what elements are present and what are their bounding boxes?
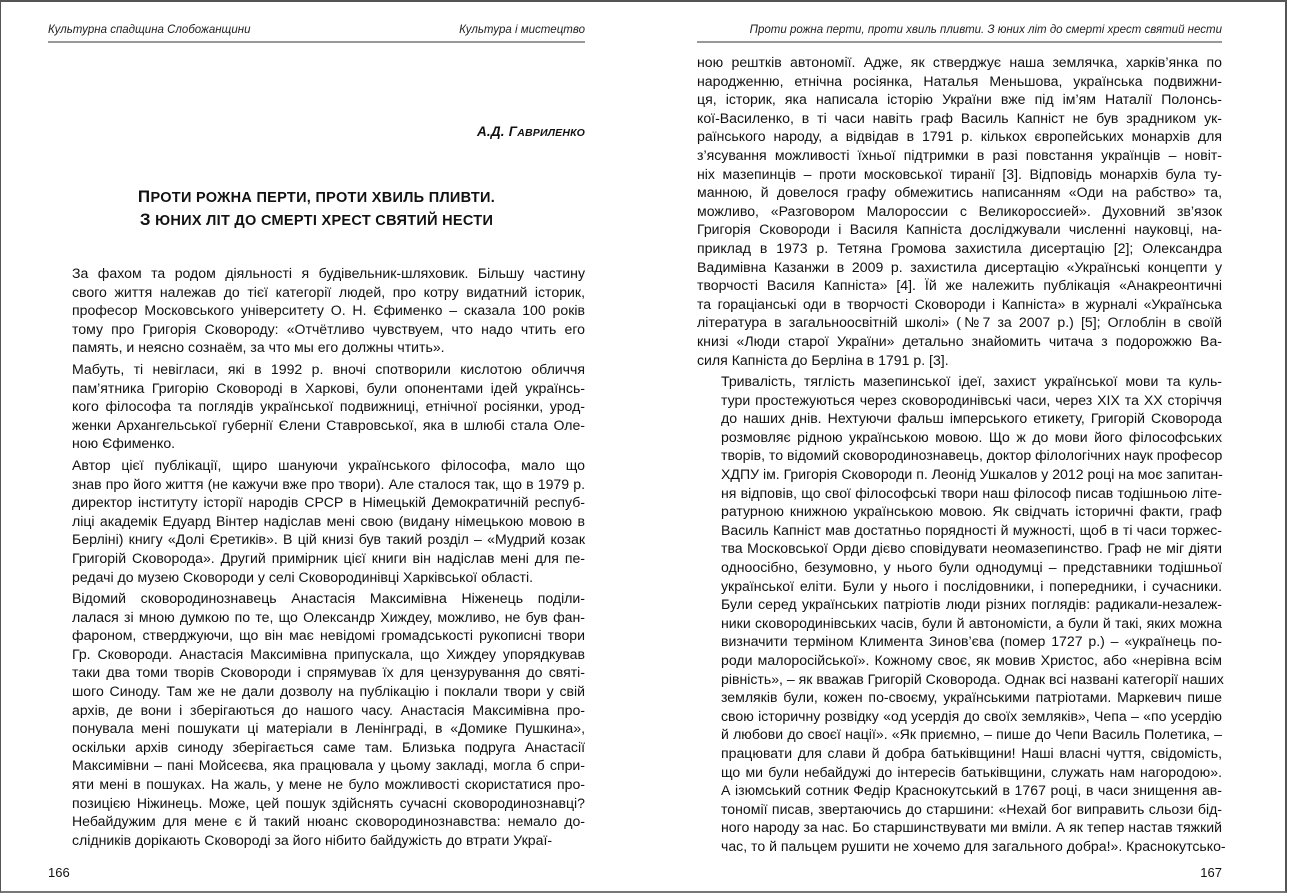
article-body-left [48,264,585,852]
text-line: свого життя належав до тієї категорії людей, про котру видатний історик, [72,283,585,300]
text-line: народженню, етнічна росіянка, Наталья Меньшова, українська подвижни- [697,72,1222,89]
right-page [697,0,1226,896]
text-line: яти мені в пошуках. На жаль, у мене не було можливості скористатися про- [72,776,585,793]
text-line: А ізюмський сотник Федір Краснокутський в 1767 році, в часи знищення ав- [721,782,1222,799]
journal-title: Культурна спадщина Слобожанщини [48,24,251,36]
article-title [48,186,585,232]
article-body-right [697,53,1226,859]
text-line: ніх мазепинців – проти московської тиранії [3]. Відповідь монархів була ту- [697,165,1222,182]
text-line: Були серед українських патріотів люди різних поглядів: радикали-незалеж- [721,596,1222,613]
text-line: позицією Ніжинець. Може, цей пошук здійснять сучасні сковородинознавці? [72,794,585,811]
text-line: ники сковородинівських часів, були й автономісти, а були й такі, яких можна [721,614,1222,631]
header-rule [697,41,1222,43]
text-line: творчості Василя Капніста» [4]. Їй же належить публікація «Анакреонтичні [697,277,1222,294]
paragraph [697,372,1226,855]
text-line: архів, де вони і зберігаються до нашого часу. Анастасія Максимівна про- [72,701,585,718]
text-line: ліці академік Едуард Вінтер надіслав мені свою (видану німецькою мовою в [72,512,585,529]
author-name: А.Д. ГАВРИЛЕНКО [476,124,585,139]
text-line: творів, то відомий сковородинознавець, доктор філологічних наук професор [721,447,1223,464]
article-running-title: Проти рожна перти, проти хвиль пливти. З юних літ до смерті хрест святий нести [749,24,1222,36]
text-line: час, то й пальцем рушити не хочемо для загального добра!». Краснокутсько- [721,837,1226,854]
running-head-left [48,20,585,40]
paragraph [48,589,585,849]
text-line: кої-Василенко, в ті часи навіть граф Василь Капніст не був зрадником ук- [697,109,1222,126]
text-line: ХДПУ ім. Григорія Сковороди п. Леонід Ушкалов у 2012 році на моє запитан- [721,466,1223,483]
left-page [48,0,585,896]
text-line: лалася зі мною думкою по те, що Олександр Хиждеу, можливо, не був фан- [72,608,585,625]
text-line: Небайдужим для мене є й такий нюанс сковородинознавства: немало до- [72,813,585,830]
text-line: За фахом та родом діяльності я будівельник-шляховик. Більшу частину [72,265,585,281]
text-line: Берліні) книгу «Долі Єретиків». В цій книзі був такий розділ – «Мудрий козак [72,531,585,548]
section-title: Культура і мистецтво [459,24,585,36]
paragraph [697,53,1222,369]
text-line: роди малоросійської». Кожному своє, як мовив Христос, або «нерівна всім [721,652,1222,668]
text-line: ного народу за нас. Бо старшинствувати ми вміли. А як тепер настав тяжкий [721,819,1222,836]
paragraph [48,360,585,453]
text-line: Григорія Сковороди і Василя Капніста досліджували численні науковці, на- [697,221,1222,238]
page-number: 167 [1200,865,1222,880]
running-head-right [697,20,1222,40]
text-line: ною рештків автономії. Адже, як стверджує наша землячка, харків’янка по [697,54,1222,70]
text-line: силя Капніста до Берліна в 1791 р. [3]. [697,351,949,368]
title-line-2: З ЮНИХ ЛІТ ДО СМЕРТІ ХРЕСТ СВЯТИЙ НЕСТИ [139,210,494,229]
text-line: можливо, «Разговором Малороссии с Великороссией». Духовний зв’язок [697,202,1222,219]
text-line: Григорій Сковорода». Другий примірник цієї книги він надіслав мені для пе- [72,549,585,566]
text-line: української еліти. Були у нього і послідовники, і попередники, і сучасники. [721,577,1222,594]
paragraph [48,264,585,357]
text-line: приклад в 1973 р. Тетяна Громова захистила дисертацію [2]; Олександра [697,239,1222,256]
text-line: ця, історик, яка написала історію України вже під ім’ям Наталії Полонсь- [697,91,1222,108]
text-line: книзі «Люди старої України» детально знайомить читача з подорожжю Ва- [697,332,1222,349]
header-rule [48,41,585,43]
text-line: тономії писав, звертаючись до старшини: «Нехай бог виправить сльози бід- [721,800,1222,817]
text-line: Мабуть, ті невігласи, які в 1992 р. вночі спотворили кислотою обличчя [72,360,585,377]
text-line: шого Синоду. Там же не дали дозволу на публікацію і поклали твори у свій [72,683,585,700]
text-line: таки два томи творів Сковороди і спрямував їх для цензурування до святі- [72,664,585,681]
text-line: память, и неясно сознаём, за что мы его должны чтить». [72,339,445,356]
text-line: Тривалість, тяглість мазепинської ідеї, захист української мови та куль- [721,373,1222,390]
text-line: знав про його життя (не кажучи вже про твори). Але сталося так, що в 1979 р. [72,475,585,492]
text-line: пам’ятника Григорію Сковороді в Харкові, були опонентами ідей українсь- [72,379,585,396]
text-line: працювати для слави й добра батьківщини! Наші власні чуття, свідомість, [721,744,1222,761]
text-line: до наших днів. Нехтуючи фальш імперського етикету, Григорій Сковорода [721,410,1222,427]
text-line: література в загальноосвітній школі» (№7 за 2007 р.) [5]; Оглоблін в своїй [697,314,1222,331]
text-line: манною, й довелося графу обмежитись написанням «Оди на рабство» та, [697,184,1222,201]
text-line: Василь Капніст мав достатньо порядності й мужності, щоб в ті часи торжес- [721,521,1222,538]
text-line: визначити терміном Климента Зинов’єва (помер 1727 р.) – «українець по- [721,633,1222,650]
title-line-1: ПРОТИ РОЖНА ПЕРТИ, ПРОТИ ХВИЛЬ ПЛИВТИ. [137,187,496,206]
text-line: одноосібно, безумовно, у нього були однодумці – представники тодішньої [721,559,1222,576]
text-line: тому про Григорія Сковороду: «Отчётливо чувствуем, что надо чтить его [72,320,585,337]
text-line: ня відповів, що свої філософські твори наш філософ писав тодішньою літе- [721,484,1222,501]
text-line: Відомий сковородинознавець Анастасія Максимівна Ніженець поділи- [72,590,585,607]
text-line: свою історичну розвідку «од усердія до своїх земляків», Чепа – «по усердію [721,707,1222,724]
text-line: тва Московської Орди дієво сповідувати неомазепинство. Граф не міг діяти [721,540,1222,557]
text-line: що ми були небайдужі до інтересів батьківщини, служать нам нагородою». [721,763,1222,780]
text-line: професор Московського університету О. Н. Єфименко – сказала 100 років [72,302,585,319]
text-line: рівність», – як вважав Григорій Сковорода. Однак всі названі категорії наших [721,670,1224,687]
text-line: ратурною книжною українською мовою. Як свідчать історичні факти, граф [721,503,1222,520]
text-line: з’ясування можливості їхньої підтримки в разі повстання українців – новіт- [697,146,1222,163]
paragraph [48,456,585,586]
text-line: та гораціанські оди в творчості Сковороди і Капніста» в журналі «Українська [697,295,1222,312]
text-line: Максимівни – пані Мойсеєва, яка працювала у цьому закладі, могла б спри- [72,757,585,774]
text-line: Гр. Сковороди. Анастасія Максимівна припускала, що Хиждеу упорядкував [72,645,585,662]
text-line: раїнського народу, а відвідав в 1791 р. кількох європейських монархів для [697,128,1222,145]
text-line: женки Архангельської губернії Єлени Ставровської, яка в шлюбі стала Оле- [72,416,585,433]
text-line: слідників дорікають Сковороді за його нібито байдужість до втрати Украї- [72,831,553,848]
text-line: кого філософа та поглядів української подвижниці, етнічної росіянки, урод- [72,398,585,415]
text-line: розмовляє рідною українською мовою. Що ж до мови його філософських [721,428,1222,445]
text-line: й любови до своєї нації». «Як приємно, – пише до Чепи Василь Полетика, – [721,726,1222,743]
text-line: редачі до музею Сковороди у селі Сковородинівці Харківської області. [72,568,534,585]
text-line: оскільки архів синоду зберігається саме там. Близька подруга Анастасії [72,738,585,755]
text-line: Автор цієї публікації, щиро шануючи українського філософа, мало що [72,456,585,473]
text-line: ною Єфименко. [72,435,176,452]
text-line: фароном, стверджуючи, що він має невідомі громадськості рукописні твори [72,627,585,644]
text-line: земляків були, кожен по-своєму, українськими патріотами. Маркевич пише [721,689,1222,706]
text-line: тури простежуються через сковородинівські часи, через XIX та XX сторіччя [721,391,1222,408]
text-line: Вадимівна Казанжи в 2009 р. захистила дисертацію «Українські концепти у [697,258,1222,275]
page-number: 166 [48,865,70,880]
text-line: директор інституту історії народів СРСР в Німецькій Демократичній респуб- [72,494,585,511]
text-line: понувала мені пошукати ці матеріали в Ленінграді, в «Домике Пушкина», [72,720,585,737]
